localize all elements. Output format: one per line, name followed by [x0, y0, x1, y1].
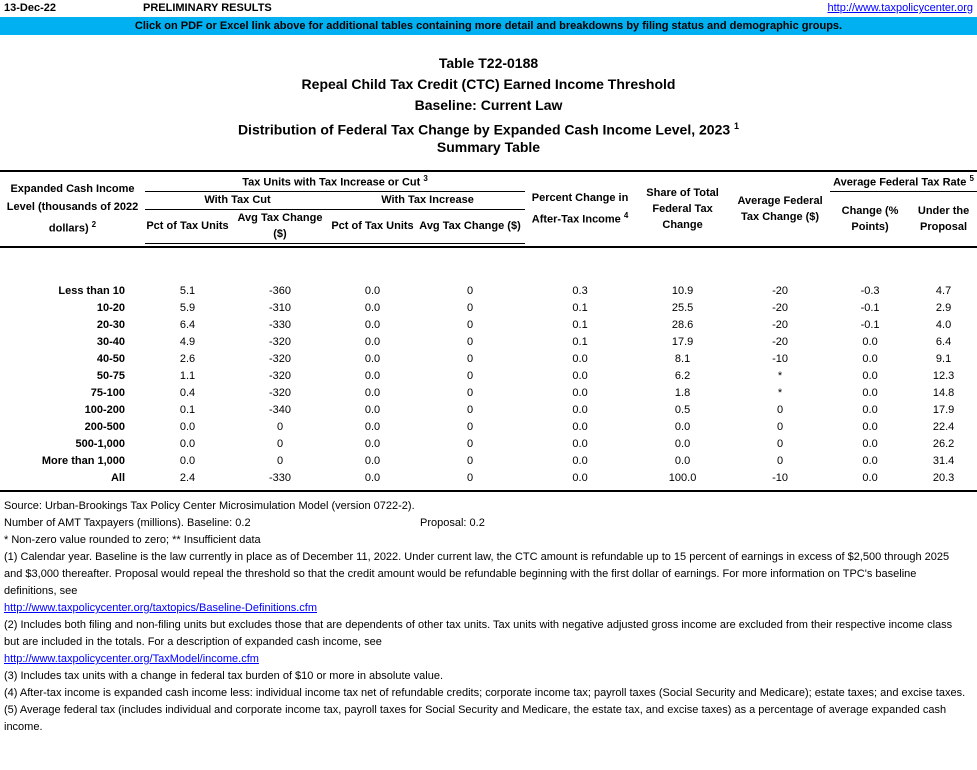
col-rate-under-proposal: Under the Proposal	[910, 191, 977, 247]
cell-after-tax: 0.0	[572, 403, 588, 416]
cell-rate-prop: 4.0	[935, 318, 952, 331]
cell-avg-fed: -20	[772, 318, 788, 331]
table-row	[0, 316, 977, 333]
summary-table	[0, 170, 977, 503]
row-label: 30-40	[96, 335, 125, 348]
cell-inc-pct: 0.0	[364, 369, 381, 382]
table-row	[0, 367, 977, 384]
cell-after-tax: 0.0	[572, 352, 588, 365]
cell-inc-avg: 0	[466, 352, 474, 365]
footnote-ref: 3	[423, 173, 428, 183]
cell-rate-prop: 20.3	[932, 471, 955, 484]
cell-avg-fed: -20	[772, 284, 788, 297]
note-5: (5) Average federal tax (includes individual and corporate income tax, payroll taxes for Social Security and Medicare, the estate tax, and excise taxes) as a percentage of average expanded cash income.	[4, 704, 947, 733]
report-date: 13-Dec-22	[4, 2, 56, 14]
row-label: 40-50	[96, 352, 125, 365]
cell-cut-avg: -320	[268, 369, 292, 382]
row-label: 20-30	[96, 318, 125, 331]
cell-share: 28.6	[671, 318, 694, 331]
cell-cut-avg: -320	[268, 352, 292, 365]
cell-cut-pct: 1.1	[179, 369, 196, 382]
table-row	[0, 333, 977, 350]
footnotes	[4, 498, 969, 736]
title-block	[0, 53, 977, 158]
row-label: 50-75	[96, 369, 125, 382]
cell-avg-fed: -20	[772, 301, 788, 314]
row-label: 10-20	[96, 301, 125, 314]
note-2: (2) Includes both filing and non-filing units but excludes those that are dependents of other tax units. Tax units with negative adjusted gross income are excluded from their respective income class but are included in the totals. For a description of expanded cash income, see	[4, 619, 953, 648]
footnote-ref: 5	[969, 173, 974, 183]
cell-share: 17.9	[671, 335, 694, 348]
footnote-divider	[0, 490, 977, 492]
col-group-avg-rate	[830, 171, 977, 191]
cell-avg-fed: 0	[776, 420, 784, 433]
cell-cut-pct: 5.9	[179, 301, 196, 314]
table-row	[0, 469, 977, 486]
footnote-ref: 1	[734, 121, 740, 131]
table-row	[0, 350, 977, 367]
cell-rate-prop: 17.9	[932, 403, 955, 416]
table-row	[0, 435, 977, 452]
cell-cut-pct: 5.1	[179, 284, 196, 297]
cell-inc-avg: 0	[466, 318, 474, 331]
info-banner: Click on PDF or Excel link above for additional tables containing more detail and breakdowns by filing status and demographic groups.	[0, 17, 977, 35]
table-row	[0, 282, 977, 299]
cell-avg-fed: -10	[772, 471, 788, 484]
cell-cut-avg: -340	[268, 403, 292, 416]
col-inc-pct-units: Pct of Tax Units	[330, 209, 415, 243]
table-row	[0, 452, 977, 469]
cell-rate-prop: 31.4	[932, 454, 955, 467]
cell-inc-avg: 0	[466, 454, 474, 467]
col-group-tax-units	[145, 171, 525, 191]
source-note: Source: Urban-Brookings Tax Policy Center Microsimulation Model (version 0722-2).	[4, 500, 415, 512]
cell-rate-change: 0.0	[862, 403, 878, 416]
col-group-with-cut: With Tax Cut	[145, 191, 330, 209]
cell-after-tax: 0.3	[572, 284, 588, 297]
note-1: (1) Calendar year. Baseline is the law currently in place as of December 11, 2022. Under current law, the CTC amount is refundable up to 15 percent of earnings in excess of $2,500 through 2025 and $3,000 thereafter. Proposal would repeal the threshold so that the credit amount would be refundable beginning with the first dollar of earnings. For more information on TPC's baseline definitions, see	[4, 551, 950, 597]
cell-inc-avg: 0	[466, 437, 474, 450]
cell-share: 0.0	[674, 454, 691, 467]
table-row	[0, 299, 977, 316]
col-rate-change: Change (% Points)	[830, 191, 910, 247]
cell-cut-avg: 0	[276, 420, 284, 433]
col-income-level-text: Expanded Cash Income Level (thousands of 2022 dollars)	[6, 183, 139, 235]
cell-inc-pct: 0.0	[364, 386, 381, 399]
status-label: PRELIMINARY RESULTS	[143, 2, 272, 14]
table-row	[0, 418, 977, 435]
cell-rate-change: 0.0	[862, 471, 878, 484]
cell-rate-change: 0.0	[862, 420, 878, 433]
cell-cut-pct: 0.1	[179, 403, 196, 416]
cell-avg-fed: -10	[772, 352, 788, 365]
cell-share: 10.9	[671, 284, 694, 297]
cell-avg-fed: 0	[776, 437, 784, 450]
cell-rate-change: 0.0	[862, 335, 878, 348]
footnote-ref: 2	[91, 220, 97, 230]
col-avg-federal: Average Federal Tax Change ($)	[737, 195, 823, 223]
cell-share: 0.0	[674, 437, 691, 450]
cell-rate-prop: 26.2	[932, 437, 955, 450]
row-label: 100-200	[84, 403, 125, 416]
row-label: 500-1,000	[75, 437, 125, 450]
col-inc-avg-change: Avg Tax Change ($)	[415, 209, 525, 243]
col-cut-pct-units: Pct of Tax Units	[145, 209, 230, 243]
cell-cut-pct: 0.4	[179, 386, 196, 399]
col-pct-after-tax	[525, 171, 635, 247]
cell-inc-avg: 0	[466, 301, 474, 314]
cell-cut-pct: 2.4	[179, 471, 196, 484]
amt-baseline: Number of AMT Taxpayers (millions). Baseline: 0.2	[4, 517, 251, 529]
amt-note	[4, 515, 969, 532]
income-definition-link[interactable]: http://www.taxpolicycenter.org/TaxModel/income.cfm	[4, 653, 259, 665]
row-label: 200-500	[84, 420, 125, 433]
cell-after-tax: 0.1	[572, 318, 588, 331]
cell-rate-prop: 6.4	[935, 335, 952, 348]
cell-inc-pct: 0.0	[364, 437, 381, 450]
footnote-ref: 4	[623, 210, 629, 220]
cell-after-tax: 0.0	[572, 420, 588, 433]
cell-cut-avg: -310	[268, 301, 292, 314]
note-3: (3) Includes tax units with a change in federal tax burden of $10 or more in absolute value.	[4, 670, 444, 682]
cell-inc-pct: 0.0	[364, 335, 381, 348]
note-4: (4) After-tax income is expanded cash income less: individual income tax net of refundable credits; corporate income tax; payroll taxes (Social Security and Medicare); estate taxes; and excise taxes.	[4, 687, 966, 699]
cell-rate-change: 0.0	[862, 437, 878, 450]
baseline-title: Baseline: Current Law	[414, 97, 563, 113]
cell-cut-pct: 4.9	[179, 335, 196, 348]
cell-inc-avg: 0	[466, 471, 474, 484]
cell-cut-avg: 0	[276, 454, 284, 467]
cell-cut-avg: -320	[268, 335, 292, 348]
cell-after-tax: 0.0	[572, 369, 588, 382]
cell-rate-prop: 14.8	[932, 386, 955, 399]
summary-title: Summary Table	[436, 139, 541, 155]
col-group-tax-units-text: Tax Units with Tax Increase or Cut	[242, 176, 421, 189]
cell-inc-pct: 0.0	[364, 420, 381, 433]
cell-cut-avg: -360	[268, 284, 292, 297]
cell-inc-avg: 0	[466, 284, 474, 297]
row-label: Less than 10	[58, 284, 125, 297]
cell-after-tax: 0.0	[572, 437, 588, 450]
asterisk-note: * Non-zero value rounded to zero; ** Insufficient data	[4, 534, 261, 546]
cell-inc-pct: 0.0	[364, 318, 381, 331]
cell-cut-avg: 0	[276, 437, 284, 450]
tpc-home-link[interactable]: http://www.taxpolicycenter.org	[827, 2, 973, 14]
cell-after-tax: 0.0	[572, 471, 588, 484]
cell-inc-avg: 0	[466, 420, 474, 433]
cell-avg-fed: *	[777, 369, 783, 382]
baseline-definitions-link[interactable]: http://www.taxpolicycenter.org/taxtopics/Baseline-Definitions.cfm	[4, 602, 318, 614]
cell-after-tax: 0.1	[572, 301, 588, 314]
cell-rate-prop: 12.3	[932, 369, 955, 382]
cell-rate-change: 0.0	[862, 386, 878, 399]
cell-avg-fed: 0	[776, 454, 784, 467]
cell-inc-pct: 0.0	[364, 352, 381, 365]
cell-share: 25.5	[671, 301, 694, 314]
row-label: More than 1,000	[41, 454, 125, 467]
cell-share: 100.0	[668, 471, 697, 484]
table-id: Table T22-0188	[438, 55, 539, 71]
cell-cut-pct: 2.6	[179, 352, 196, 365]
cell-after-tax: 0.0	[572, 386, 588, 399]
cell-cut-pct: 0.0	[179, 454, 196, 467]
cell-rate-change: -0.1	[860, 301, 880, 314]
table-row	[0, 401, 977, 418]
cell-inc-pct: 0.0	[364, 403, 381, 416]
cell-inc-pct: 0.0	[364, 301, 381, 314]
table-row	[0, 384, 977, 401]
cell-rate-prop: 22.4	[932, 420, 955, 433]
cell-rate-prop: 4.7	[935, 284, 952, 297]
col-cut-avg-change: Avg Tax Change ($)	[230, 209, 330, 243]
row-label: All	[110, 471, 125, 484]
row-label: 75-100	[90, 386, 125, 399]
amt-proposal: Proposal: 0.2	[420, 517, 485, 529]
col-group-avg-rate-text: Average Federal Tax Rate	[833, 176, 967, 189]
cell-cut-avg: -320	[268, 386, 292, 399]
cell-inc-pct: 0.0	[364, 454, 381, 467]
cell-rate-change: 0.0	[862, 454, 878, 467]
distribution-title-text: Distribution of Federal Tax Change by Expanded Cash Income Level, 2023	[237, 121, 731, 138]
cell-rate-change: -0.3	[860, 284, 880, 297]
cell-cut-pct: 0.0	[179, 420, 196, 433]
cell-inc-avg: 0	[466, 335, 474, 348]
cell-inc-avg: 0	[466, 403, 474, 416]
cell-share: 0.5	[674, 403, 691, 416]
cell-inc-pct: 0.0	[364, 284, 381, 297]
col-pct-after-tax-text: Percent Change in After-Tax Income	[531, 191, 629, 226]
col-income-level	[0, 171, 145, 247]
cell-after-tax: 0.1	[572, 335, 588, 348]
cell-cut-pct: 6.4	[179, 318, 196, 331]
cell-inc-pct: 0.0	[364, 471, 381, 484]
top-bar	[0, 0, 977, 17]
col-share-total: Share of Total Federal Tax Change	[646, 187, 719, 231]
table-title: Repeal Child Tax Credit (CTC) Earned Income Threshold	[301, 76, 676, 92]
cell-rate-change: 0.0	[862, 369, 878, 382]
cell-rate-change: 0.0	[862, 352, 878, 365]
cell-share: 6.2	[674, 369, 691, 382]
col-group-with-increase: With Tax Increase	[330, 191, 525, 209]
cell-avg-fed: -20	[772, 335, 788, 348]
cell-cut-avg: -330	[268, 318, 292, 331]
cell-cut-avg: -330	[268, 471, 292, 484]
cell-rate-prop: 9.1	[935, 352, 952, 365]
cell-rate-change: -0.1	[860, 318, 880, 331]
cell-inc-avg: 0	[466, 369, 474, 382]
cell-after-tax: 0.0	[572, 454, 588, 467]
cell-avg-fed: 0	[776, 403, 784, 416]
cell-share: 1.8	[674, 386, 691, 399]
cell-rate-prop: 2.9	[935, 301, 952, 314]
cell-inc-avg: 0	[466, 386, 474, 399]
cell-cut-pct: 0.0	[179, 437, 196, 450]
cell-share: 0.0	[674, 420, 691, 433]
distribution-title	[0, 116, 977, 137]
cell-avg-fed: *	[777, 386, 783, 399]
cell-share: 8.1	[674, 352, 691, 365]
